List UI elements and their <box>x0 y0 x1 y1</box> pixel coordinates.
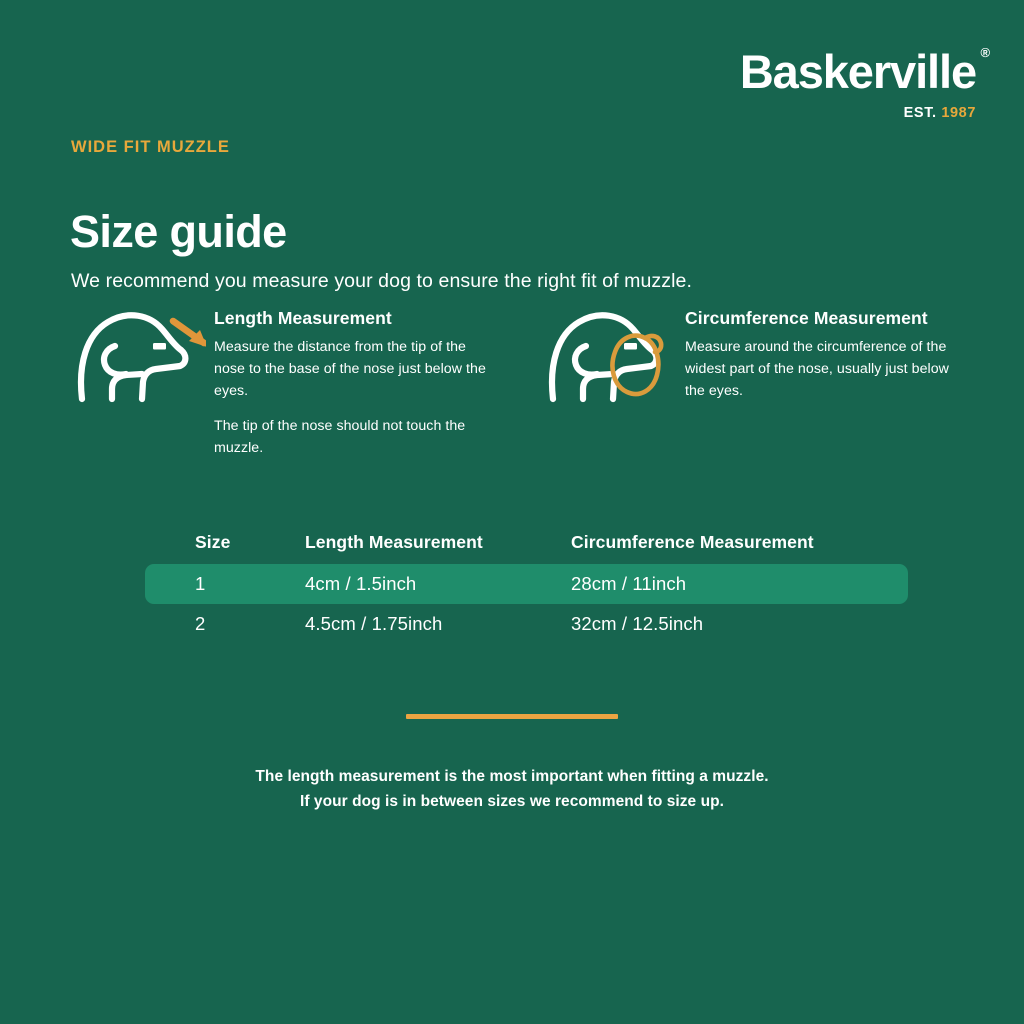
table-header-circumference: Circumference Measurement <box>571 531 814 552</box>
table-cell-length: 4.5cm / 1.75inch <box>305 613 443 634</box>
table-cell-length: 4cm / 1.5inch <box>305 573 417 594</box>
product-category-label: WIDE FIT MUZZLE <box>71 138 230 156</box>
table-row[interactable] <box>145 604 908 644</box>
size-table <box>145 520 908 644</box>
panel-circumference-paragraph-1: Measure around the circumference of the widest part of the nose, usually just below the eyes. <box>685 339 949 399</box>
table-cell-size: 1 <box>195 573 206 594</box>
table-cell-size: 2 <box>195 613 206 634</box>
panel-length-measurement <box>70 303 499 459</box>
table-row[interactable] <box>145 564 908 604</box>
panel-circumference-heading: Circumference Measurement <box>685 308 928 328</box>
brand-name-text: Baskerville <box>739 45 976 98</box>
gold-divider <box>406 714 618 719</box>
table-cell-circumference: 32cm / 12.5inch <box>571 613 704 634</box>
brand-logo <box>739 45 989 121</box>
table-header-row <box>145 520 908 564</box>
brand-est-year: 1987 <box>941 105 976 121</box>
length-arrow <box>173 321 206 347</box>
panel-length-heading: Length Measurement <box>214 308 392 328</box>
panel-length-body <box>214 303 499 459</box>
page-title: Size guide <box>70 206 287 258</box>
registered-trademark-icon: ® <box>980 45 989 60</box>
dog-head-length-arrow-icon <box>70 303 206 408</box>
footer-note <box>0 764 1024 815</box>
footer-line-2: If your dog is in between sizes we recommend to size up. <box>300 793 724 811</box>
panel-circumference-measurement <box>541 303 970 459</box>
brand-established <box>740 106 976 121</box>
table-header-size: Size <box>195 531 231 552</box>
panel-length-paragraph-2: The tip of the nose should not touch the muzzle. <box>214 418 466 456</box>
measurement-panels <box>70 303 970 459</box>
panel-length-paragraph-1: Measure the distance from the tip of the nose to the base of the nose just below the eyes. <box>214 339 486 399</box>
table-header-length: Length Measurement <box>305 531 483 552</box>
dog-head-circumference-loop-icon <box>541 303 677 408</box>
brand-name <box>739 45 989 98</box>
panel-circumference-body <box>685 303 970 459</box>
footer-line-1: The length measurement is the most important when fitting a muzzle. <box>255 768 769 785</box>
brand-est-label: EST. <box>903 105 937 121</box>
table-cell-circumference: 28cm / 11inch <box>571 573 687 594</box>
intro-text: We recommend you measure your dog to ensure the right fit of muzzle. <box>71 269 692 292</box>
